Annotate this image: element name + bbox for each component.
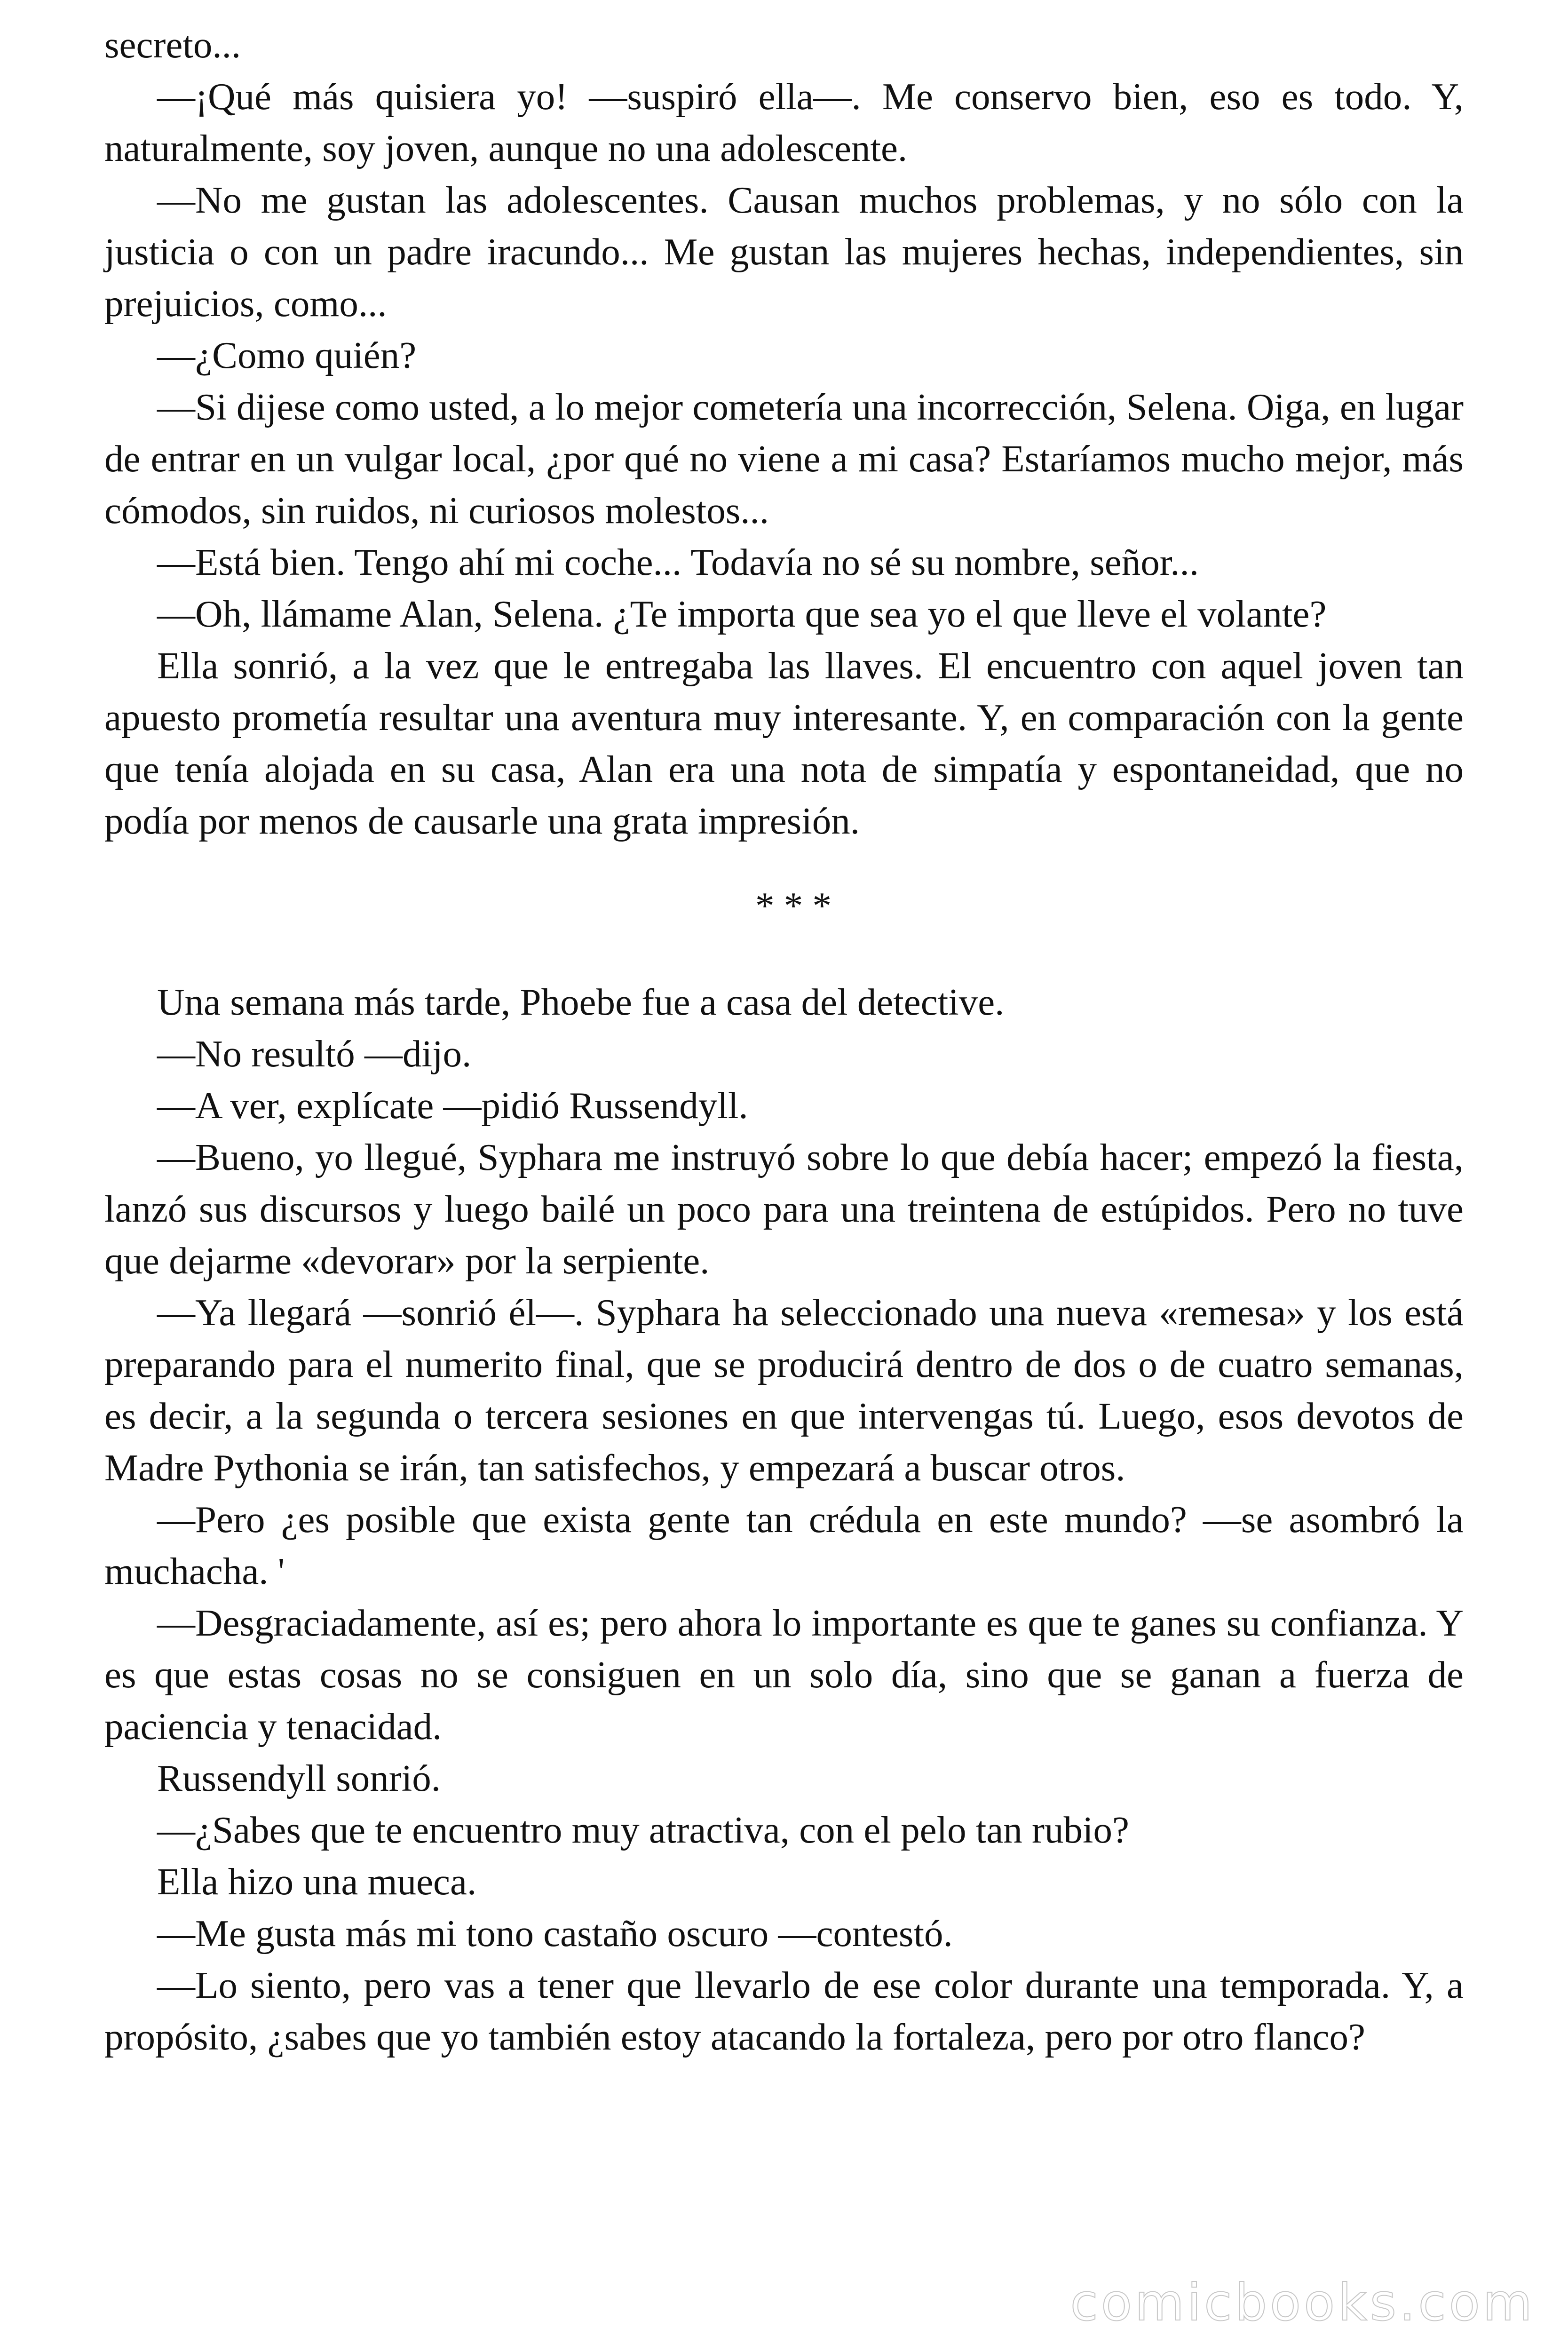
paragraph: —No resultó —dijo.: [157, 1033, 472, 1075]
paragraph: —¿Sabes que te encuentro muy atractiva, con el pelo tan rubio?: [157, 1809, 1129, 1851]
paragraph: —Si dijese como usted, a lo mejor cometería una incorrección, Selena. Oiga, en lugar de entrar en un vulgar local, ¿por qué no viene a mi casa? Estaríamos mucho mejor, más cómodos, sin ruidos, ni curiosos molestos...: [104, 386, 1464, 532]
paragraph: —Me gusta más mi tono castaño oscuro —contestó.: [157, 1912, 953, 1955]
paragraph: —Bueno, yo llegué, Syphara me instruyó sobre lo que debía hacer; empezó la fiesta, lanzó sus discursos y luego bailé un poco para una treintena de estúpidos. Pero no tuve que dejarme «devorar» por la serpiente.: [104, 1136, 1464, 1282]
paragraph: —¡Qué más quisiera yo! —suspiró ella—. Me conservo bien, eso es todo. Y, naturalmente, soy joven, aunque no una adolescente.: [104, 75, 1464, 169]
paragraph: —No me gustan las adolescentes. Causan muchos problemas, y no sólo con la justicia o con un padre iracundo... Me gustan las mujeres hechas, independientes, sin prejuicios, como...: [104, 179, 1464, 325]
paragraph: —Lo siento, pero vas a tener que llevarlo de ese color durante una temporada. Y, a propósito, ¿sabes que yo también estoy atacando la fortaleza, pero por otro flanco?: [104, 1964, 1464, 2058]
paragraph: —Pero ¿es posible que exista gente tan crédula en este mundo? —se asombró la muchacha. ': [104, 1498, 1464, 1592]
watermark: comicbooks.com: [1070, 2273, 1535, 2332]
paragraph: Ella hizo una mueca.: [157, 1860, 477, 1903]
paragraph: Ella sonrió, a la vez que le entregaba las llaves. El encuentro con aquel joven tan apuesto prometía resultar una aventura muy interesante. Y, en comparación con la gente que tenía alojada en su casa, Alan era una nota de simpatía y espontaneidad, que no podía por menos de causarle una grata impresión.: [104, 644, 1464, 842]
paragraph: Russendyll sonrió.: [157, 1757, 441, 1799]
paragraph: —Ya llegará —sonrió él—. Syphara ha seleccionado una nueva «remesa» y los está preparando para el numerito final, que se producirá dentro de dos o de cuatro semanas, es decir, a la segunda o tercera sesiones en que intervengas tú. Luego, esos devotos de Madre Pythonia se irán, tan satisfechos, y empezará a buscar otros.: [104, 1291, 1464, 1489]
paragraph: secreto...: [104, 24, 241, 66]
paragraph: —Oh, llámame Alan, Selena. ¿Te importa que sea yo el que lleve el volante?: [157, 593, 1327, 635]
paragraph: Una semana más tarde, Phoebe fue a casa del detective.: [157, 981, 1005, 1023]
text-section-after: [104, 976, 1464, 2063]
text-section-before: [104, 19, 1464, 847]
paragraph: —Está bien. Tengo ahí mi coche... Todavía no sé su nombre, señor...: [157, 541, 1199, 583]
paragraph: —¿Como quién?: [157, 334, 417, 376]
page-body: [104, 19, 1464, 2063]
section-separator: * * *: [755, 884, 832, 927]
paragraph: —A ver, explícate —pidió Russendyll.: [157, 1084, 748, 1127]
paragraph: —Desgraciadamente, así es; pero ahora lo importante es que te ganes su confianza. Y es que estas cosas no se consiguen en un solo día, sino que se ganan a fuerza de paciencia y tenacidad.: [104, 1602, 1464, 1748]
